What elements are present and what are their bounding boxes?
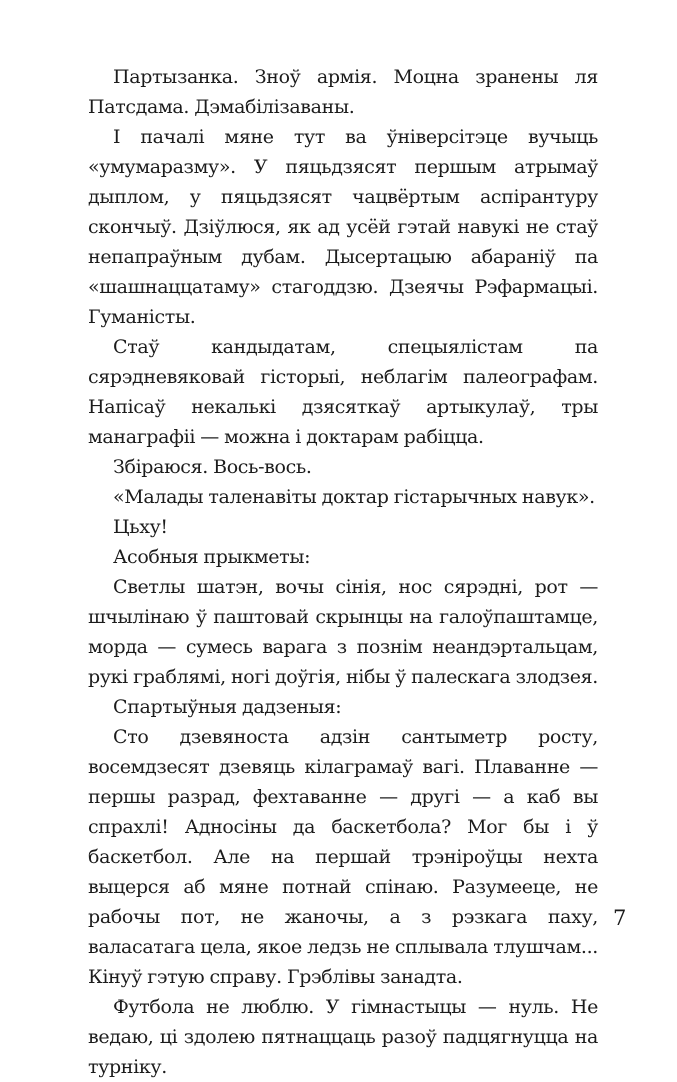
paragraph: Стаў кандыдатам, спецыялістам па сярэдневяковай гісторыі, неблагім палеографам. Напісаў некалькі дзясяткаў артыкулаў, тры манаграфіі — можна і доктарам рабіцца. [88, 336, 598, 448]
paragraph: Футбола не люблю. У гімнастыцы — нуль. Не ведаю, ці здолею пятнаццаць разоў падцягнуцца на турніку. [88, 996, 598, 1078]
body-text [88, 62, 598, 1082]
page-number: 7 [613, 906, 627, 930]
paragraph: Сто дзевяноста адзін сантыметр росту, восемдзесят дзевяць кілаграмаў вагі. Плаванне — першы разрад, фехтаванне — другі — а каб вы спрахлі! Адносіны да баскетбола? Мог бы і ў баскетбол. Але на першай трэніроўцы нехта выцерся аб мяне потнай спінаю. Разумееце, не рабочы пот, не жаночы, а з рэзкага паху, валасатага цела, якое ледзь не сплывала тлушчам... Кінуў гэтую справу. Грэблівы занадта. [88, 726, 598, 988]
paragraph: І пачалі мяне тут ва ўніверсітэце вучыць «умумаразму». У пяцьдзясят першым атрымаў дыплом, у пяцьдзясят чацвёртым аспірантуру скончыў. Дзіўлюся, як ад усёй гэтай навукі не стаў непапраўным дубам. Дысертацыю абараніў па «шашнаццатаму» стагоддзю. Дзеячы Рэфармацыі. Гуманісты. [88, 126, 598, 328]
paragraph: Спартыўныя дадзеныя: [113, 696, 342, 718]
paragraph: «Малады таленавіты доктар гістарычных навук». [113, 486, 595, 508]
paragraph: Партызанка. Зноў армія. Моцна зранены ля Патсдама. Дэмабілізаваны. [88, 66, 598, 118]
paragraph: Збіраюся. Вось-вось. [113, 456, 312, 478]
paragraph: Светлы шатэн, вочы сінія, нос сярэдні, рот — шчылінаю ў паштовай скрынцы на галоўпаштамце, морда — сумесь варага з познім неандэртальцам, рукі граблямі, ногі доўгія, нібы ў палескага злодзея. [88, 576, 598, 688]
paragraph: Асобныя прыкметы: [113, 546, 311, 568]
paragraph: Цьху! [113, 516, 168, 538]
